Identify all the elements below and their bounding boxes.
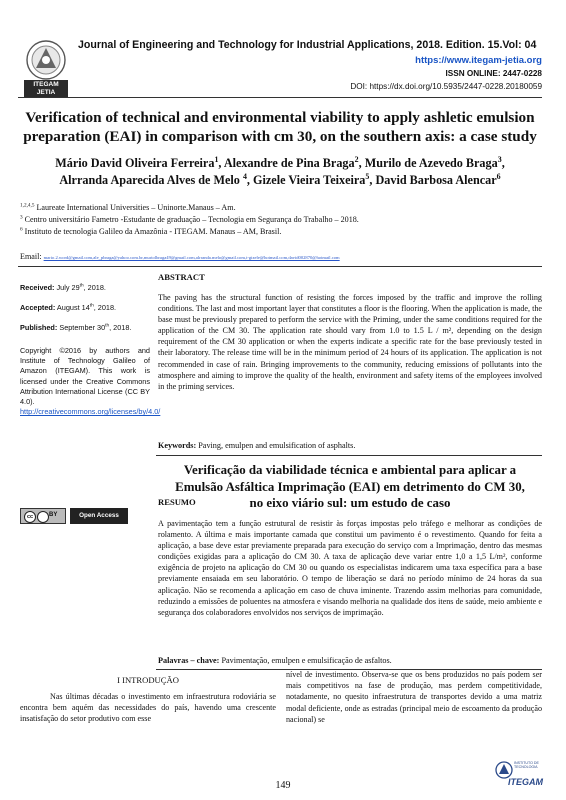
footer-logo: [494, 758, 546, 790]
open-access-badge: Open Access: [70, 508, 128, 524]
affiliation-2: $^3$ Centro universitário Fametro -Estudante de graduação – Tecnologia em Segurança do Trabalho – 2018.: [20, 214, 359, 224]
abstract-heading: ABSTRACT: [158, 272, 205, 282]
footer-logo-name: ITEGAM: [508, 777, 543, 787]
emails-rule: [18, 266, 542, 267]
footer-logo-caption: INSTITUTO DE TECNOLOGIA: [514, 761, 539, 769]
by-label: BY: [49, 512, 58, 518]
logo-text-top: ITEGAM: [33, 81, 59, 88]
journal-logo: [20, 38, 72, 100]
abstract-keywords: Keywords: Paving, emulpen and emulsification of asphalts.: [158, 441, 356, 450]
email-label: Email:: [20, 252, 42, 261]
cc-icon: cc: [24, 511, 36, 523]
author-5: Gizele Vieira Teixeira: [253, 173, 366, 187]
accepted-date: Accepted: August 14th, 2018.: [20, 303, 117, 312]
header-rule: [18, 97, 542, 98]
doi[interactable]: DOI: https://dx.doi.org/10.5935/2447-0228.20180059: [350, 82, 542, 91]
license-link[interactable]: http://creativecommons.org/licenses/by/4.0/: [20, 407, 161, 417]
email-links[interactable]: mario.2.word@gmail.com,ale_pbraga@yahoo.com.br,muriolbraga49@gmail.com,alrranda.melo@gmail.com,t-gizele@hotmail.com,david002870@hotmail.com: [43, 255, 340, 260]
logo-text-bottom: JETIA: [36, 89, 56, 96]
resumo-keywords: Palavras – chave: Pavimentação, emulpen e emulsificação de asfaltos.: [158, 656, 392, 665]
resumo-heading: RESUMO: [158, 497, 196, 507]
journal-title: Journal of Engineering and Technology for Industrial Applications, 2018. Edition. 15.Vol: 04: [78, 39, 537, 51]
intro-left-text: Nas últimas décadas o investimento em infraestrutura rodoviária se encontra bem aquém das necessidades do país, havendo uma crescente insatisfação do setor produtivo com esse: [20, 692, 276, 724]
published-date: Published: September 30th, 2018.: [20, 323, 132, 332]
affiliation-1: $^{1,2,4,5}$ Laureate International Universities – Uninorte.Manaus – Am.: [20, 202, 236, 212]
resumo-text: A pavimentação tem a função estrutural de resistir às forças impostas pelo tráfego e melhorar as condições de rolamento. A última e mais importante camada que constitui um pavimento é o revestimento. Quando for feita a aplicação, a base deve estar previamente preparada para execução do serviço com a Imprimação, dentro das mesmas condições exigidas para a aplicação do CM 30. A taxa de aplicação deve variar entre 1,0 a 1,5 L/m², conforme exigência de projeto na aplicação do CM 30 ou quando os especialistas indicarem uma taxa específica para a base previamente ensaiada em seu laboratório. O tempo de liberação se dará no período mínimo de 24 horas da sua aplicação. Não se recomenda a aplicação em caso de chuva iminente. Trazendo assim melhorias para comunidade, reduzindo a emissões de poluentes na atmosfera e visando melhoria na qualidade dos itens de saúde, meio ambiente e segurança dos colaboradores envolvidos nos serviços de imprimação.: [158, 519, 542, 617]
paper-title: Verification of technical and environmental viability to apply ashletic emulsion preparation (EAI) in comparison with cm 30, on the southern axis: a case study: [23, 109, 537, 145]
affiliation-3: $^6$ Instituto de tecnologia Galileo da Amazônia - ITEGAM. Manaus – AM, Brasil.: [20, 226, 282, 236]
page-number: 149: [275, 780, 291, 791]
cc-by-badge[interactable]: [20, 508, 128, 524]
email-line: [20, 252, 340, 261]
portuguese-title: Verificação da viabilidade técnica e ambiental para aplicar a Emulsão Asfáltica Imprimação (EAI) em detrimento do CM 30, no eixo viário sul: um estudo de caso: [175, 463, 525, 510]
author-2: Alexandre de Pina Braga: [223, 156, 355, 170]
author-3: Murilo de Azevedo Braga: [364, 156, 498, 170]
journal-url[interactable]: https://www.itegam-jetia.org: [415, 55, 542, 66]
intro-heading: I INTRODUÇÃO: [117, 675, 179, 685]
person-icon: [37, 511, 49, 523]
received-date: Received: July 29th, 2018.: [20, 283, 106, 292]
intro-right-text: nível de investimento. Observa-se que os bens produzidos no país podem ser mais competitivos na fase de produção, mas perdem competitividade, notadamente, no quesito infraestrutura de transportes devido a uma matriz modal deficiente, onde as estradas (principal meio de escoamento da produção nacional) se: [286, 670, 542, 724]
author-1: Mário David Oliveira Ferreira: [55, 156, 215, 170]
author-6: David Barbosa Alencar: [375, 173, 497, 187]
author-list: Mário David Oliveira Ferreira$^1$, Alexandre de Pina Braga$^2$, Murilo de Azevedo Braga$^3$, Alrranda Aparecida Alves de Melo $^4$, Gizele Vieira Teixeira$^5$, David Barbosa Alencar$^6$: [55, 154, 505, 187]
author-4: Alrranda Aparecida Alves de Melo: [59, 173, 240, 187]
keywords-rule: [156, 455, 542, 456]
issn: ISSN ONLINE: 2447-0228: [445, 69, 542, 78]
license-text: Copyright ©2016 by authors and Institute of Technology Galileo of Amazon (ITEGAM). This work is licensed under the Creative Commons Attribution International License (CC BY 4.0). http://creativecommons.org/licenses/by/4.0/: [20, 346, 161, 417]
abstract-text: The paving has the structural function of resisting the forces imposed by the traffic and improve the rolling conditions. The last and most important layer that constitutes a floor is the flooring. When the application is made, the base must be previously prepared to perform the service with the Priming, under the same conditions required for the application of the CM 30. The application rate should vary from 1.0 to 1.5 L / m², depending on the design requirement of the CM 30 application or when the experts indicate a specific rate for the base previously tested in their laboratory. The release time will be in the minimum period of 24 hours of its application. The application is not recommended in case of rain. Bringing improvements to the community, reducing emissions of pollutants into the atmosphere and aiming to improve the quality of the health, environment and safety items of the employees involved in the priming services.: [158, 293, 542, 391]
